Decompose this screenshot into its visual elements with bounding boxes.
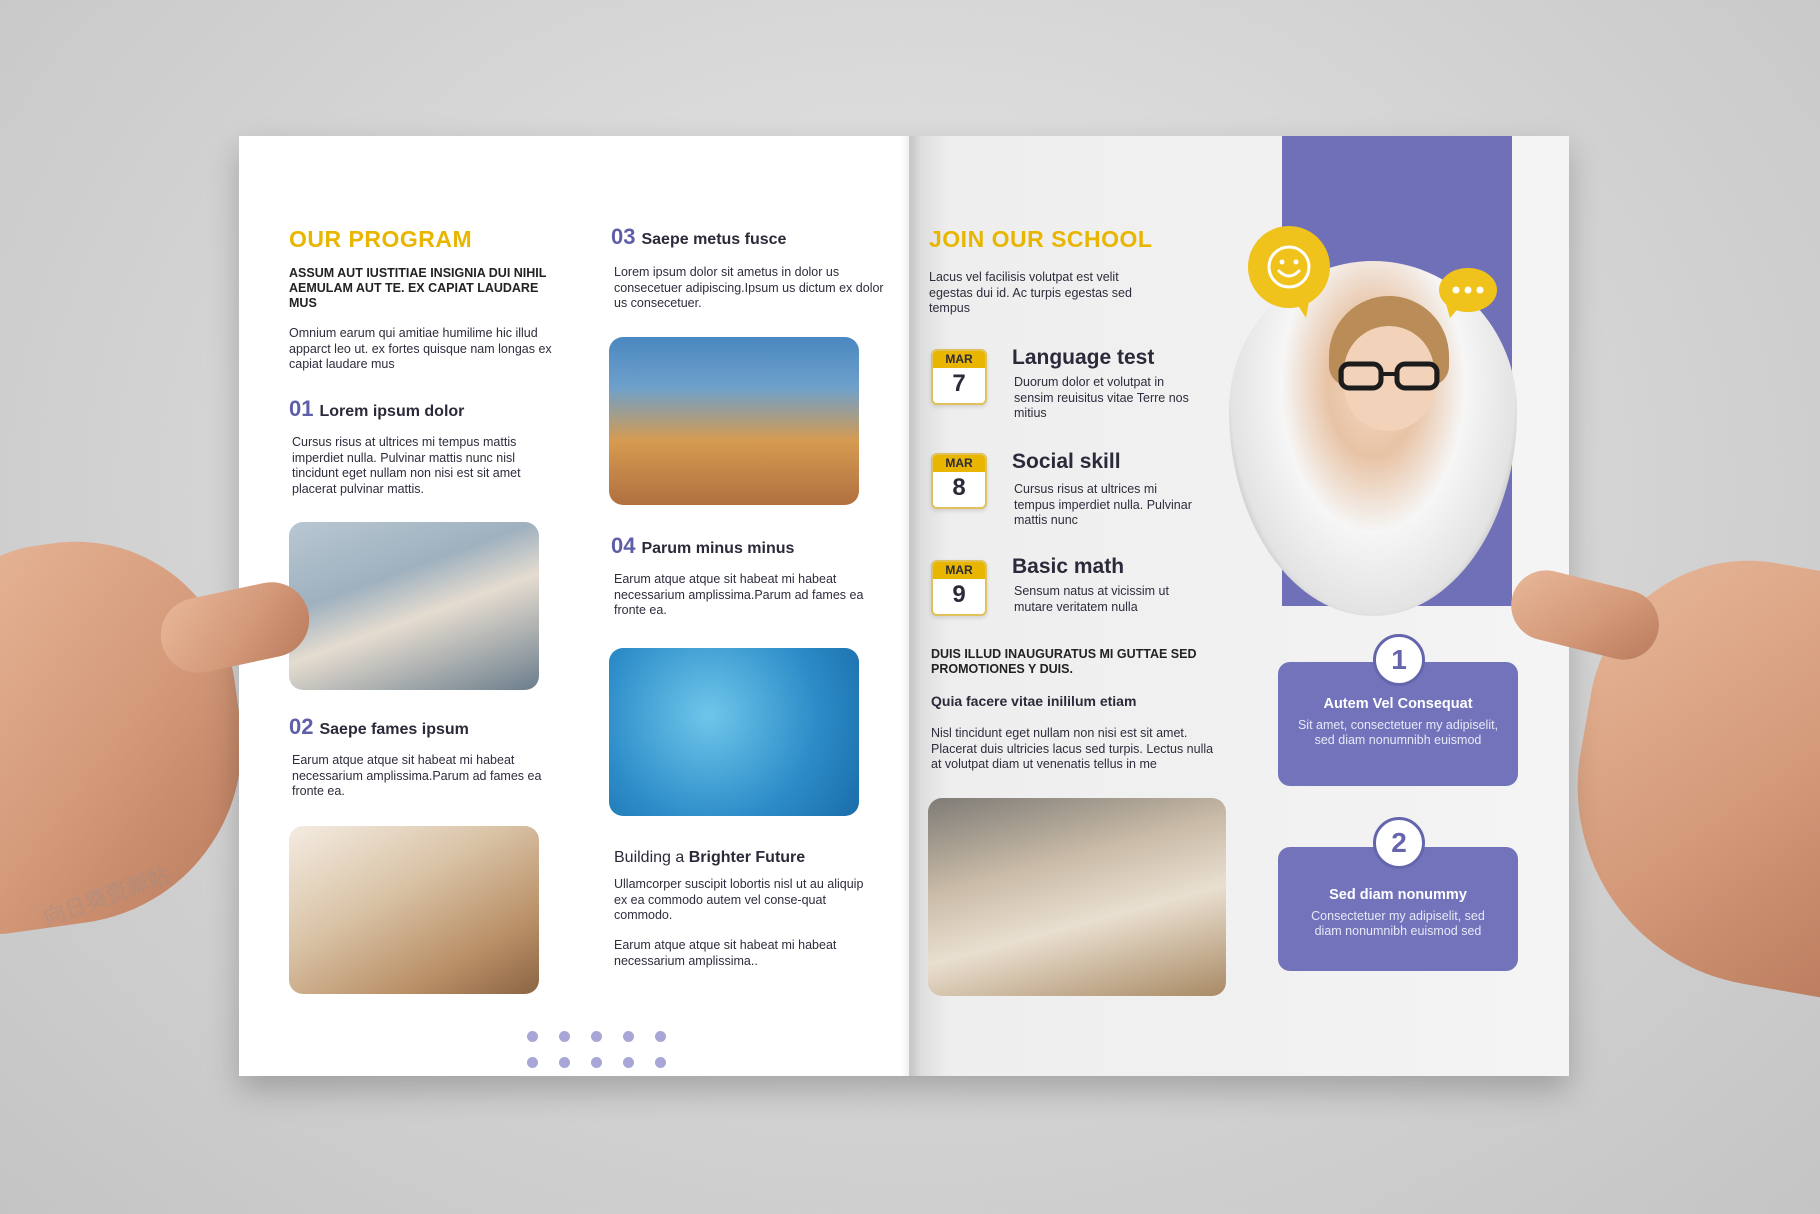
item-03-body: Lorem ipsum dolor sit ametus in dolor us consecetuer adipiscing.Ipsum us dictum ex dolor us consecetuer.: [614, 265, 884, 310]
right-sub-title: Quia facere vitae inililum etiam: [931, 693, 1137, 709]
photo-art-class: [289, 826, 539, 994]
join-body: Lacus vel facilisis volutpat est velit egestas dui id. Ac turpis egestas sed tempus: [929, 270, 1132, 315]
page-fold: [901, 136, 921, 1076]
future-title: Building a Brighter Future: [614, 849, 806, 866]
left-page: [239, 136, 909, 1076]
item-01-body: Cursus risus at ultrices mi tempus mattis imperdiet nulla. Pulvinar mattis nunc nisl tincidunt eget nullam non nisi est sit amet placerat pulvinar mattis.: [292, 435, 521, 496]
event-calendar-1: MAR 7: [931, 349, 987, 405]
event-body-3: Sensum natus at vicissim ut mutare veritatem nulla: [1014, 584, 1169, 614]
step-body-1: Sit amet, consectetuer my adipiselit, sed diam nonumnibh euismod: [1297, 718, 1499, 747]
right-caps-text: DUIS ILLUD INAUGURATUS MI GUTTAE SED PROMOTIONES Y DUIS.: [931, 647, 1197, 676]
photo-kids-pool: [609, 648, 859, 816]
glasses-icon: [1337, 360, 1441, 392]
item-01-title: 01 Lorem ipsum dolor: [289, 396, 465, 421]
join-school-heading: JOIN OUR SCHOOL: [929, 226, 1153, 252]
right-sub-body: Nisl tincidunt eget nullam non nisi est sit amet. Placerat duis ultricies lacus sed turpis. Lectus nulla at volutpat diam ut venenatis tellus in me: [931, 726, 1214, 771]
item-02-title: 02 Saepe fames ipsum: [289, 714, 469, 739]
smiley-bubble-tail: [1292, 296, 1310, 318]
photo-classroom-raised-hand: [609, 337, 859, 505]
item-04-title: 04 Parum minus minus: [611, 533, 795, 558]
item-03-title: 03 Saepe metus fusce: [611, 224, 787, 249]
brochure: [239, 136, 1569, 1076]
step-title-1: Autem Vel Consequat: [1323, 696, 1473, 712]
event-calendar-3: MAR 9: [931, 560, 987, 616]
chat-bubble-tail: [1446, 304, 1462, 318]
our-program-heading: OUR PROGRAM: [289, 226, 473, 252]
item-01-number: 01: [289, 396, 314, 421]
step-number-2: 2: [1373, 817, 1425, 869]
event-calendar-2: MAR 8: [931, 453, 987, 509]
decorative-dots: [527, 1031, 667, 1081]
watermark: 向日葵资源站: [40, 862, 173, 931]
step-number-1: 1: [1373, 634, 1425, 686]
item-02-number: 02: [289, 714, 314, 739]
event-title-2: Social skill: [1012, 450, 1121, 473]
smiley-bubble-icon: [1248, 226, 1330, 308]
future-body-1: Ullamcorper suscipit lobortis nisl ut au aliquip ex ea commodo autem vel conse-quat commodo.: [614, 877, 864, 922]
future-body-2: Earum atque atque sit habeat mi habeat necessarium amplissima..: [614, 938, 837, 968]
photo-boy-writing: [289, 522, 539, 690]
photo-teacher-group: [928, 798, 1226, 996]
event-body-2: Cursus risus at ultrices mi tempus imperdiet nulla. Pulvinar mattis nunc: [1014, 482, 1192, 527]
item-04-number: 04: [611, 533, 636, 558]
item-02-body: Earum atque atque sit habeat mi habeat necessarium amplissima.Parum ad fames ea fronte ea.: [292, 753, 542, 798]
event-title-1: Language test: [1012, 346, 1155, 369]
item-04-body: Earum atque atque sit habeat mi habeat necessarium amplissima.Parum ad fames ea fronte ea.: [614, 572, 864, 617]
step-title-2: Sed diam nonummy: [1329, 887, 1467, 903]
event-title-3: Basic math: [1012, 555, 1125, 578]
step-body-2: Consectetuer my adipiselit, sed diam nonumnibh euismod sed: [1311, 909, 1485, 938]
program-body: Omnium earum qui amitiae humilime hic illud apparct leo ut. ex fortes quisque nam longas ex capiat laudare mus: [289, 326, 552, 371]
event-body-1: Duorum dolor et volutpat in sensim reuisitus vitae Terre nos mitius: [1014, 375, 1189, 420]
program-caps: ASSUM AUT IUSTITIAE INSIGNIA DUI NIHIL AEMULAM AUT TE. EX CAPIAT LAUDARE MUS: [289, 266, 547, 310]
item-03-number: 03: [611, 224, 636, 249]
